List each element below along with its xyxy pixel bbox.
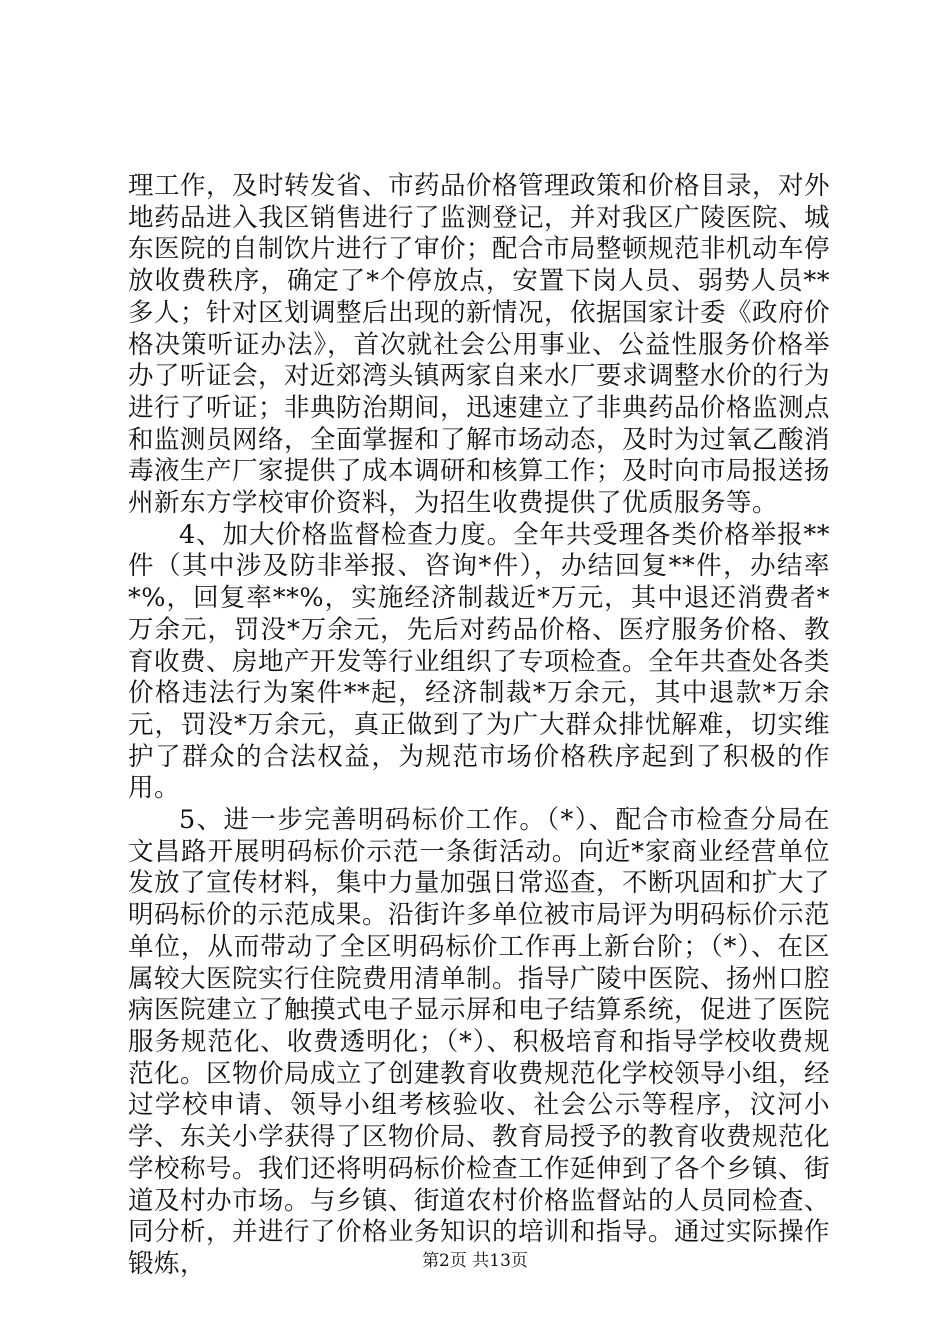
page-footer: 第2页 共13页 xyxy=(422,1251,528,1271)
paragraph-price-labeling: 5、进一步完善明码标价工作。（*）、配合市检查分局在文昌路开展明码标价示范一条街活动。向近*家商业经营单位发放了宣传材料，集中力量加强日常巡查，不断巩固和扩大了明码标价的示范成果。沿街许多单位被市局评为明码标价示范单位，从而带动了全区明码标价工作再上新台阶；（*）、在区属较大医院实行住院费用清单制。指导广陵中医院、扬州口腔病医院建立了触摸式电子显示屏和电子结算系统，促进了医院服务规范化、收费透明化；（*）、积极培育和指导学校收费规范化。区物价局成立了创建教育收费规范化学校领导小组，经过学校申请、领导小组考核验收、社会公示等程序，汶河小学、东关小学获得了区物价局、教育局授予的教育收费规范化学校称号。我们还将明码标价检查工作延伸到了各个乡镇、街道及村办市场。与乡镇、街道农村价格监督站的人员同检查、同分析，并进行了价格业务知识的培训和指导。通过实际操作锻炼， xyxy=(128,805,831,1279)
document-body xyxy=(128,171,830,1281)
paragraph-price-supervision: 4、加大价格监督检查力度。全年共受理各类价格举报**件（其中涉及防非举报、咨询*件），办结回复**件，办结率*%，回复率**%，实施经济制裁近*万元，其中退还消费者*万余元，罚没*万余元，先后对药品价格、医疗服务价格、教育收费、房地产开发等行业组织了专项检查。全年共查处各类价格违法行为案件**起，经济制裁*万余元，其中退款*万余元，罚没*万余元，真正做到了为广大群众排忧解难，切实维护了群众的合法权益，为规范市场价格秩序起到了积极的作用。 xyxy=(128,519,831,804)
paragraph-continuation: 理工作，及时转发省、市药品价格管理政策和价格目录，对外地药品进入我区销售进行了监测登记，并对我区广陵医院、城东医院的自制饮片进行了审价；配合市局整顿规范非机动车停放收费秩序，确定了*个停放点，安置下岗人员、弱势人员**多人；针对区划调整后出现的新情况，依据国家计委《政府价格决策听证办法》，首次就社会公用事业、公益性服务价格举办了听证会，对近郊湾头镇两家自来水厂要求调整水价的行为进行了听证；非典防治期间，迅速建立了非典药品价格监测点和监测员网络，全面掌握和了解市场动态，及时为过氧乙酸消毒液生产厂家提供了成本调研和核算工作；及时向市局报送扬州新东方学校审价资料，为招生收费提供了优质服务等。 xyxy=(128,171,831,519)
